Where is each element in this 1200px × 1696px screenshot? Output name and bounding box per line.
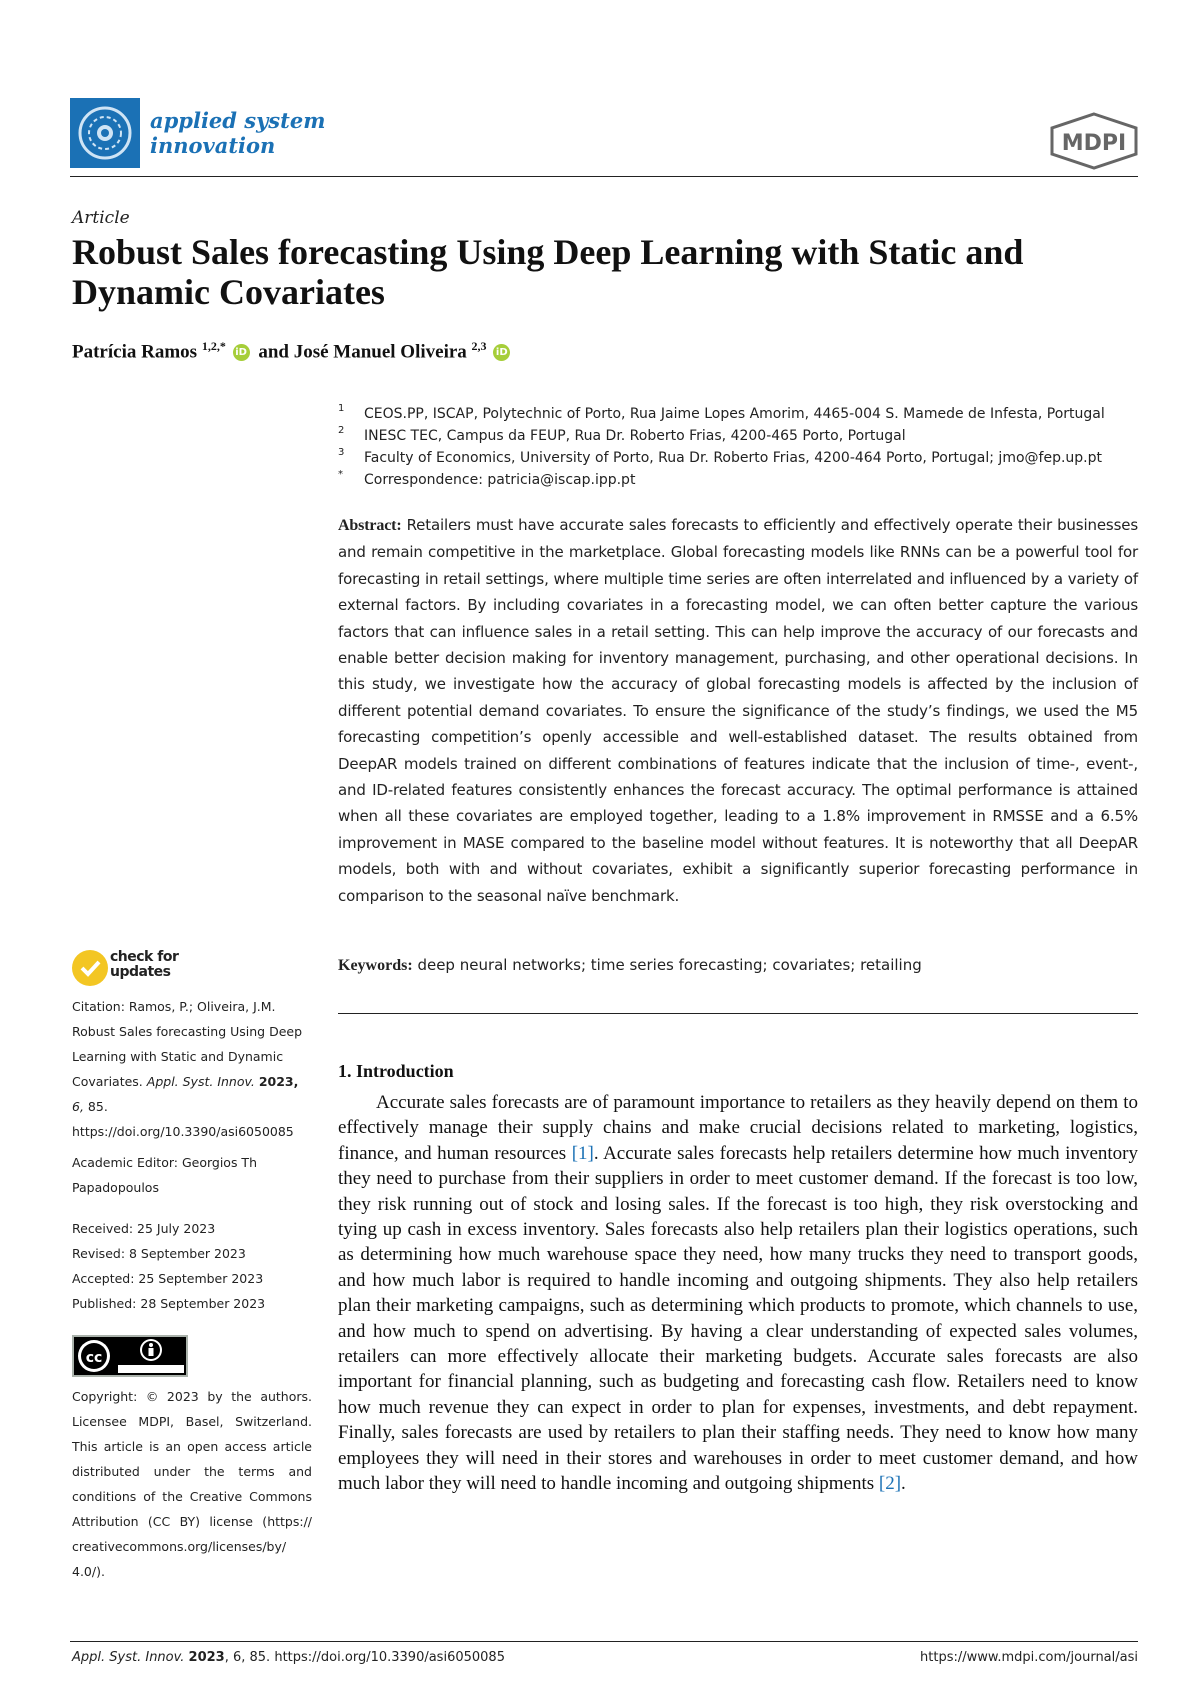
- affiliation-list: [338, 403, 1138, 491]
- date-published: Published: 28 September 2023: [72, 1296, 266, 1311]
- reference-link[interactable]: [1]: [571, 1142, 594, 1164]
- date-received: Received: 25 July 2023: [72, 1221, 216, 1236]
- citation-doi[interactable]: 85. https://doi.org/10.3390/asi6050085: [72, 1099, 294, 1139]
- orcid-icon[interactable]: iD: [233, 344, 250, 361]
- footer-citation: [72, 1650, 505, 1665]
- footer-year: 2023: [188, 1650, 225, 1665]
- section-heading: 1. Introduction: [338, 1061, 454, 1081]
- citation-text: Ramos, P.; Oliveira, J.M. Robust Sales forecasting Using Deep Learning with Static and Dynamic Covariates.: [72, 999, 303, 1089]
- check-updates-line: updates: [110, 964, 171, 980]
- orcid-icon[interactable]: iD: [493, 344, 510, 361]
- affiliation-marker: 3: [338, 447, 345, 458]
- affiliation-item: [338, 425, 1138, 447]
- footer-issue[interactable]: , 6, 85. https://doi.org/10.3390/asi6050085: [224, 1650, 505, 1665]
- check-updates-icon: [72, 950, 108, 986]
- keywords-label: Keywords:: [338, 957, 413, 974]
- citation-year: 2023,: [258, 1074, 299, 1089]
- author-list: [72, 339, 514, 363]
- author-name[interactable]: Patrícia Ramos: [72, 341, 198, 363]
- keywords: [338, 956, 1138, 975]
- svg-text:cc: cc: [85, 1350, 103, 1366]
- keywords-divider: [338, 1013, 1138, 1014]
- intro-text-part: . Accurate sales forecasts help retailers determine how much inventory they need to purchase from their suppliers in order to meet customer demand. If the forecast is too low, they risk running out of stock and losing sales. If the forecast is too high, they risk overstocking and tying up cash in excess inventory. Sales forecasts also help retailers plan their logistics operations, such as determining how much warehouse space they need, how many trucks they need to transport goods, and how much labor is required to handle incoming and outgoing shipments. They also help retailers plan their marketing campaigns, such as determining which products to promote, which channels to use, and how much to spend on advertising. By having a clear understanding of expected sales volumes, retailers can more effectively allocate their marketing budgets. Accurate sales forecasts are also important for financial planning, such as budgeting and forecasting cash flow. Retailers need to know how much revenue they can expect in order to plan for expenses, investments, and debt repayment. Finally, sales forecasts are used by retailers to plan their staffing needs. They need to know how many employees they will need in their stores and warehouses in order to meet customer demand, and how much labor they will need to handle incoming and outgoing shipments: [338, 1142, 1138, 1495]
- affiliation-text: CEOS.PP, ISCAP, Polytechnic of Porto, Rua Jaime Lopes Amorim, 4465-004 S. Mamede de Infesta, Portugal: [364, 406, 1105, 422]
- footer-journal: Appl. Syst. Innov.: [72, 1650, 185, 1665]
- affiliation-marker: 1: [338, 403, 345, 414]
- journal-name: applied system innovation: [150, 108, 326, 158]
- academic-editor: Academic Editor: Georgios Th Papadopoulos: [72, 1155, 257, 1195]
- intro-text-part: Accurate sales forecasts are of paramount importance to retailers as they heavily depend on them to effectively manage their supply chains and make crucial decisions related to marketing, logistics, finance, and human resources: [338, 1092, 1138, 1164]
- affiliation-text: INESC TEC, Campus da FEUP, Rua Dr. Roberto Frias, 4200-465 Porto, Portugal: [364, 428, 906, 444]
- header-divider: [70, 176, 1138, 177]
- citation-block: [72, 994, 312, 1144]
- correspondence-text: Correspondence: patricia@iscap.ipp.pt: [364, 472, 636, 488]
- keywords-text: deep neural networks; time series forecasting; covariates; retailing: [417, 956, 922, 974]
- publisher-logo-text: MDPI: [1061, 131, 1127, 156]
- affiliation-item: [338, 403, 1138, 425]
- author-affiliation-markers: 2,3: [471, 339, 487, 353]
- introduction-paragraph: [338, 1090, 1138, 1497]
- date-accepted: Accepted: 25 September 2023: [72, 1271, 264, 1286]
- reference-link[interactable]: [2]: [878, 1473, 902, 1495]
- citation-volume: 6,: [72, 1099, 84, 1114]
- affiliation-text: Faculty of Economics, University of Porto, Rua Dr. Roberto Frias, 4200-464 Porto, Portugal; jmo@fep.up.pt: [364, 450, 1102, 466]
- check-for-updates-button[interactable]: [72, 950, 272, 990]
- abstract-text: Retailers must have accurate sales forecasts to efficiently and effectively operate their businesses and remain competitive in the marketplace. Global forecasting models like RNNs can be a powerful tool for forecasting in retail settings, where multiple time series are often interrelated and influenced by a variety of external factors. By including covariates in a forecasting model, we can often better capture the various factors that can influence sales in a retail setting. This can help improve the accuracy of our forecasts and enable better decision making for inventory management, purchasing, and other operational decisions. In this study, we investigate how the accuracy of global forecasting models is affected by the inclusion of different potential demand covariates. To ensure the significance of the study’s findings, we used the M5 forecasting competition’s openly accessible and well-established dataset. The results obtained from DeepAR models trained on different combinations of features indicate that the inclusion of time-, event-, and ID-related features consistently enhances the forecast accuracy. The optimal performance is attained when all these covariates are employed together, leading to a 1.8% improvement in RMSSE and a 6.5% improvement in MASE compared to the baseline model without features. It is noteworthy that all DeepAR models, both with and without covariates, exhibit a significantly superior forecasting performance in comparison to the seasonal naïve benchmark.: [338, 516, 1138, 905]
- check-updates-label: [110, 950, 178, 980]
- copyright-notice: Copyright: © 2023 by the authors. Licensee MDPI, Basel, Switzerland. This article is an open access article distributed under the terms and conditions of the Creative Commons Attribution (CC BY) license (https:// creativecommons.org/licenses/by/ 4.0/).: [72, 1389, 312, 1579]
- footer-divider: [70, 1641, 1138, 1642]
- abstract-label: Abstract:: [338, 517, 402, 534]
- author-joiner: and: [258, 341, 294, 363]
- abstract: [338, 512, 1138, 909]
- intro-text-part: .: [901, 1473, 906, 1495]
- journal-logo-icon: [70, 98, 140, 168]
- affiliation-item: [338, 469, 1138, 491]
- publication-dates: [72, 1216, 312, 1316]
- affiliation-item: [338, 447, 1138, 469]
- publisher-logo[interactable]: [1048, 112, 1140, 170]
- affiliation-marker: 2: [338, 425, 345, 436]
- author-affiliation-markers: 1,2,*: [201, 339, 226, 353]
- date-revised: Revised: 8 September 2023: [72, 1246, 246, 1261]
- footer-journal-url[interactable]: https://www.mdpi.com/journal/asi: [920, 1650, 1138, 1665]
- citation-label: Citation:: [72, 999, 125, 1014]
- article-type: Article: [72, 208, 130, 228]
- check-updates-line: check for: [110, 949, 179, 965]
- author-name[interactable]: José Manuel Oliveira: [293, 341, 467, 363]
- citation-journal: Appl. Syst. Innov.: [146, 1074, 255, 1089]
- cc-by-license-icon[interactable]: [72, 1335, 188, 1377]
- affiliation-marker: *: [338, 469, 343, 480]
- paper-title: Robust Sales forecasting Using Deep Learning with Static and Dynamic Covariates: [72, 232, 1024, 312]
